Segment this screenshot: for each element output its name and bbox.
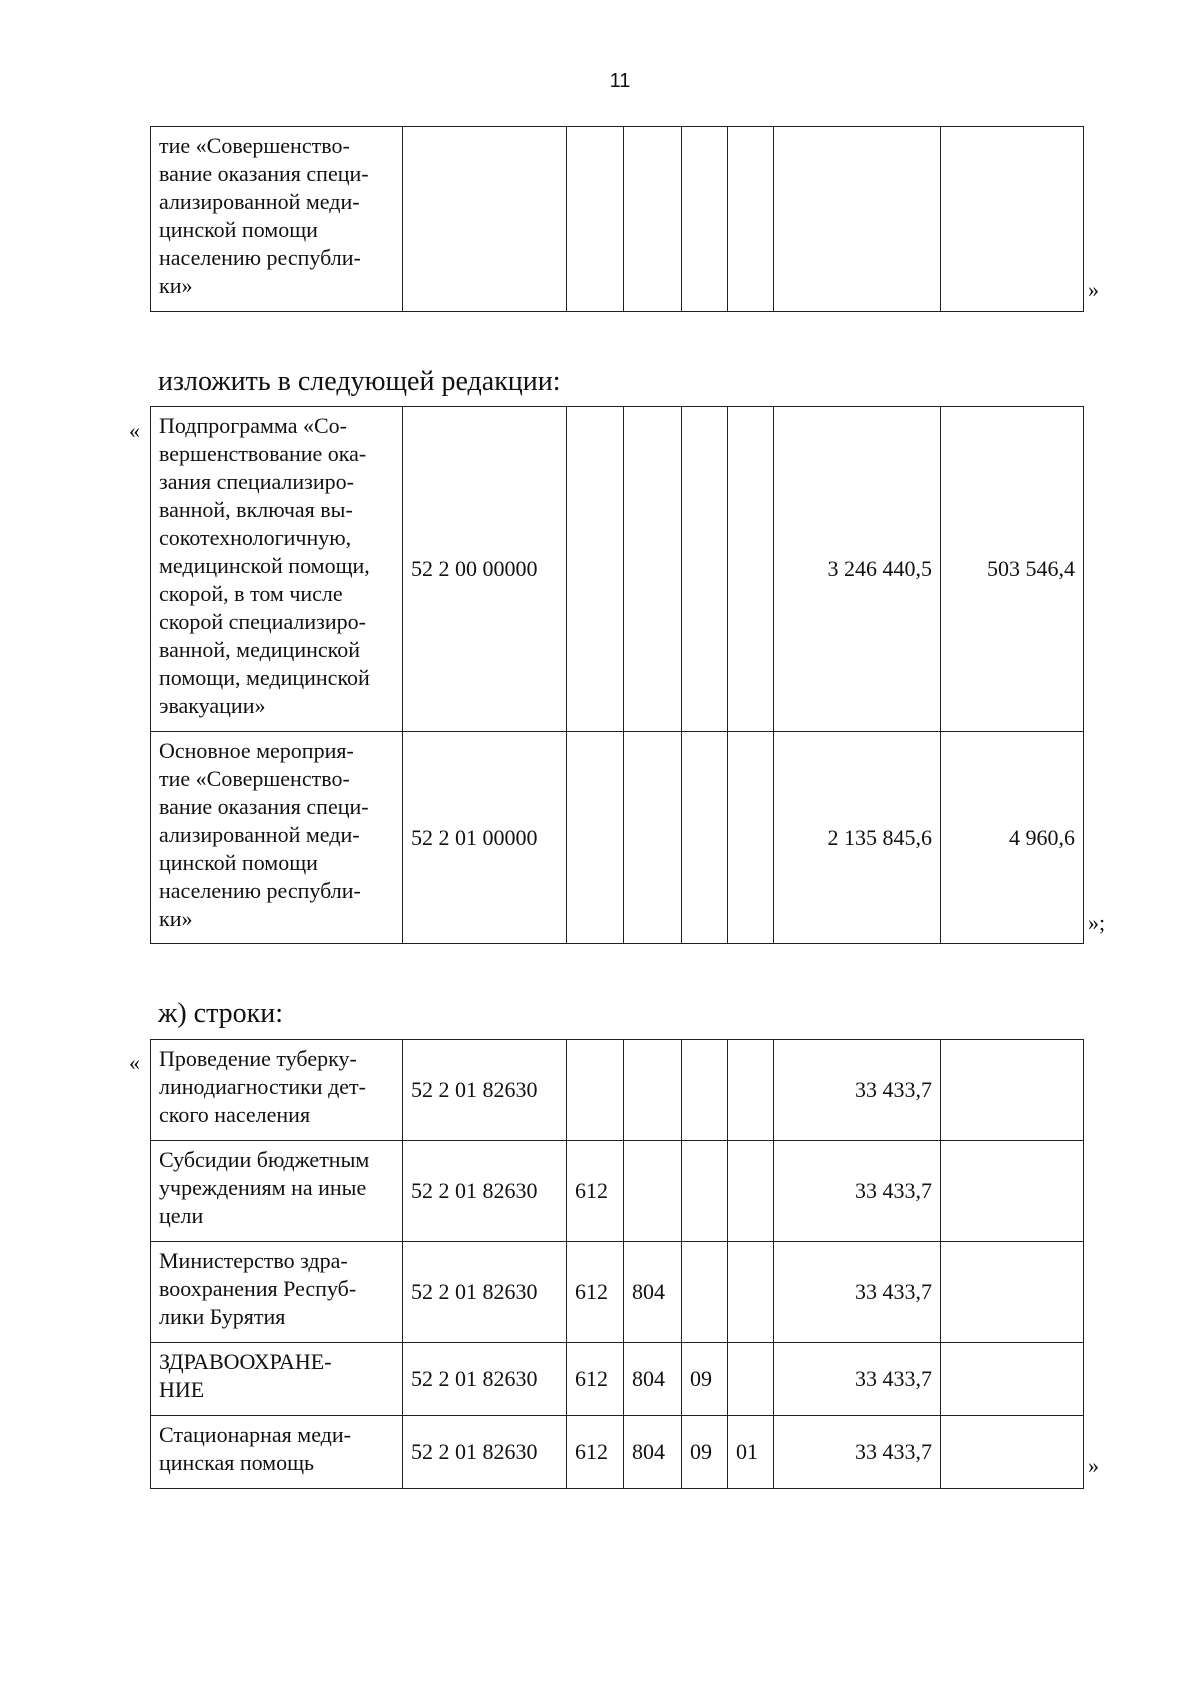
- open-quote-3: «: [129, 1050, 140, 1075]
- cell-code: 52 2 01 82630: [403, 1343, 567, 1416]
- cell-vr: [567, 1040, 624, 1141]
- instruction-heading-1: изложить в следующей редакции:: [158, 366, 561, 397]
- cell-rz: 09: [682, 1416, 728, 1489]
- cell-sum2: [941, 1040, 1084, 1141]
- page-number: 11: [609, 70, 631, 92]
- open-quote-2: «: [129, 418, 140, 443]
- cell-gr: [624, 732, 682, 944]
- table-row: [151, 1416, 1084, 1489]
- budget-table-2: [150, 406, 1084, 944]
- cell-code: 52 2 00 00000: [403, 407, 567, 732]
- cell-sum: 3 246 440,5: [774, 407, 941, 732]
- cell-rz: 09: [682, 1343, 728, 1416]
- cell-sum2: [941, 127, 1084, 312]
- cell-rz: [682, 407, 728, 732]
- cell-rz: [682, 1141, 728, 1242]
- cell-code: 52 2 01 82630: [403, 1141, 567, 1242]
- cell-sum: 33 433,7: [774, 1141, 941, 1242]
- cell-code: 52 2 01 82630: [403, 1040, 567, 1141]
- cell-rz: [682, 127, 728, 312]
- cell-vr: [567, 127, 624, 312]
- cell-sum2: [941, 1416, 1084, 1489]
- cell-gr: 804: [624, 1416, 682, 1489]
- instruction-heading-2: ж) строки:: [158, 998, 284, 1029]
- cell-gr: [624, 1040, 682, 1141]
- cell-gr: [624, 1141, 682, 1242]
- cell-pr: [728, 407, 774, 732]
- cell-gr: 804: [624, 1343, 682, 1416]
- cell-rz: [682, 732, 728, 944]
- cell-name: Основное мероприя- тие «Совершенство- вание оказания специ- ализированной меди- цинской помощи населению республи- ки»: [151, 732, 403, 944]
- cell-pr: [728, 732, 774, 944]
- cell-sum2: [941, 1242, 1084, 1343]
- cell-gr: [624, 407, 682, 732]
- cell-sum2: 4 960,6: [941, 732, 1084, 944]
- close-quote-2: »;: [1088, 910, 1106, 935]
- cell-pr: [728, 1242, 774, 1343]
- cell-vr: [567, 407, 624, 732]
- cell-name: Субсидии бюджетным учреждениям на иные цели: [151, 1141, 403, 1242]
- cell-sum2: 503 546,4: [941, 407, 1084, 732]
- cell-pr: [728, 1343, 774, 1416]
- cell-vr: 612: [567, 1242, 624, 1343]
- table-row: [151, 1141, 1084, 1242]
- cell-sum: 33 433,7: [774, 1242, 941, 1343]
- cell-name: ЗДРАВООХРАНЕ- НИЕ: [151, 1343, 403, 1416]
- cell-name: Стационарная меди- цинская помощь: [151, 1416, 403, 1489]
- cell-vr: 612: [567, 1343, 624, 1416]
- cell-sum: 33 433,7: [774, 1416, 941, 1489]
- cell-gr: 804: [624, 1242, 682, 1343]
- table-row: [151, 1040, 1084, 1141]
- cell-vr: 612: [567, 1141, 624, 1242]
- table-row: [151, 1343, 1084, 1416]
- close-quote-1: »: [1088, 277, 1099, 302]
- cell-sum2: [941, 1343, 1084, 1416]
- cell-code: [403, 127, 567, 312]
- budget-table-1: [150, 126, 1084, 312]
- cell-vr: 612: [567, 1416, 624, 1489]
- table-row: [151, 127, 1084, 312]
- cell-code: 52 2 01 00000: [403, 732, 567, 944]
- cell-sum: [774, 127, 941, 312]
- cell-pr: [728, 1141, 774, 1242]
- cell-name: Подпрограмма «Со- вершенствование ока- зания специализиро- ванной, включая вы- сокотехнологичную, медицинской помощи, скорой, в том числе скорой специализиро- ванной, медицинской помощи, медицинской эвакуации»: [151, 407, 403, 732]
- cell-name: Проведение туберку- линодиагностики дет- ского населения: [151, 1040, 403, 1141]
- budget-table-3: [150, 1039, 1084, 1489]
- table-row: [151, 1242, 1084, 1343]
- cell-name: Министерство здра- воохранения Респуб- лики Бурятия: [151, 1242, 403, 1343]
- cell-rz: [682, 1242, 728, 1343]
- table-row: [151, 732, 1084, 944]
- cell-code: 52 2 01 82630: [403, 1242, 567, 1343]
- cell-vr: [567, 732, 624, 944]
- cell-gr: [624, 127, 682, 312]
- cell-pr: [728, 1040, 774, 1141]
- cell-pr: [728, 127, 774, 312]
- table-row: [151, 407, 1084, 732]
- cell-sum: 2 135 845,6: [774, 732, 941, 944]
- cell-code: 52 2 01 82630: [403, 1416, 567, 1489]
- close-quote-3: »: [1088, 1453, 1099, 1478]
- cell-sum2: [941, 1141, 1084, 1242]
- cell-sum: 33 433,7: [774, 1040, 941, 1141]
- cell-rz: [682, 1040, 728, 1141]
- cell-pr: 01: [728, 1416, 774, 1489]
- cell-name: тие «Совершенство- вание оказания специ- ализированной меди- цинской помощи населению республи- ки»: [151, 127, 403, 312]
- cell-sum: 33 433,7: [774, 1343, 941, 1416]
